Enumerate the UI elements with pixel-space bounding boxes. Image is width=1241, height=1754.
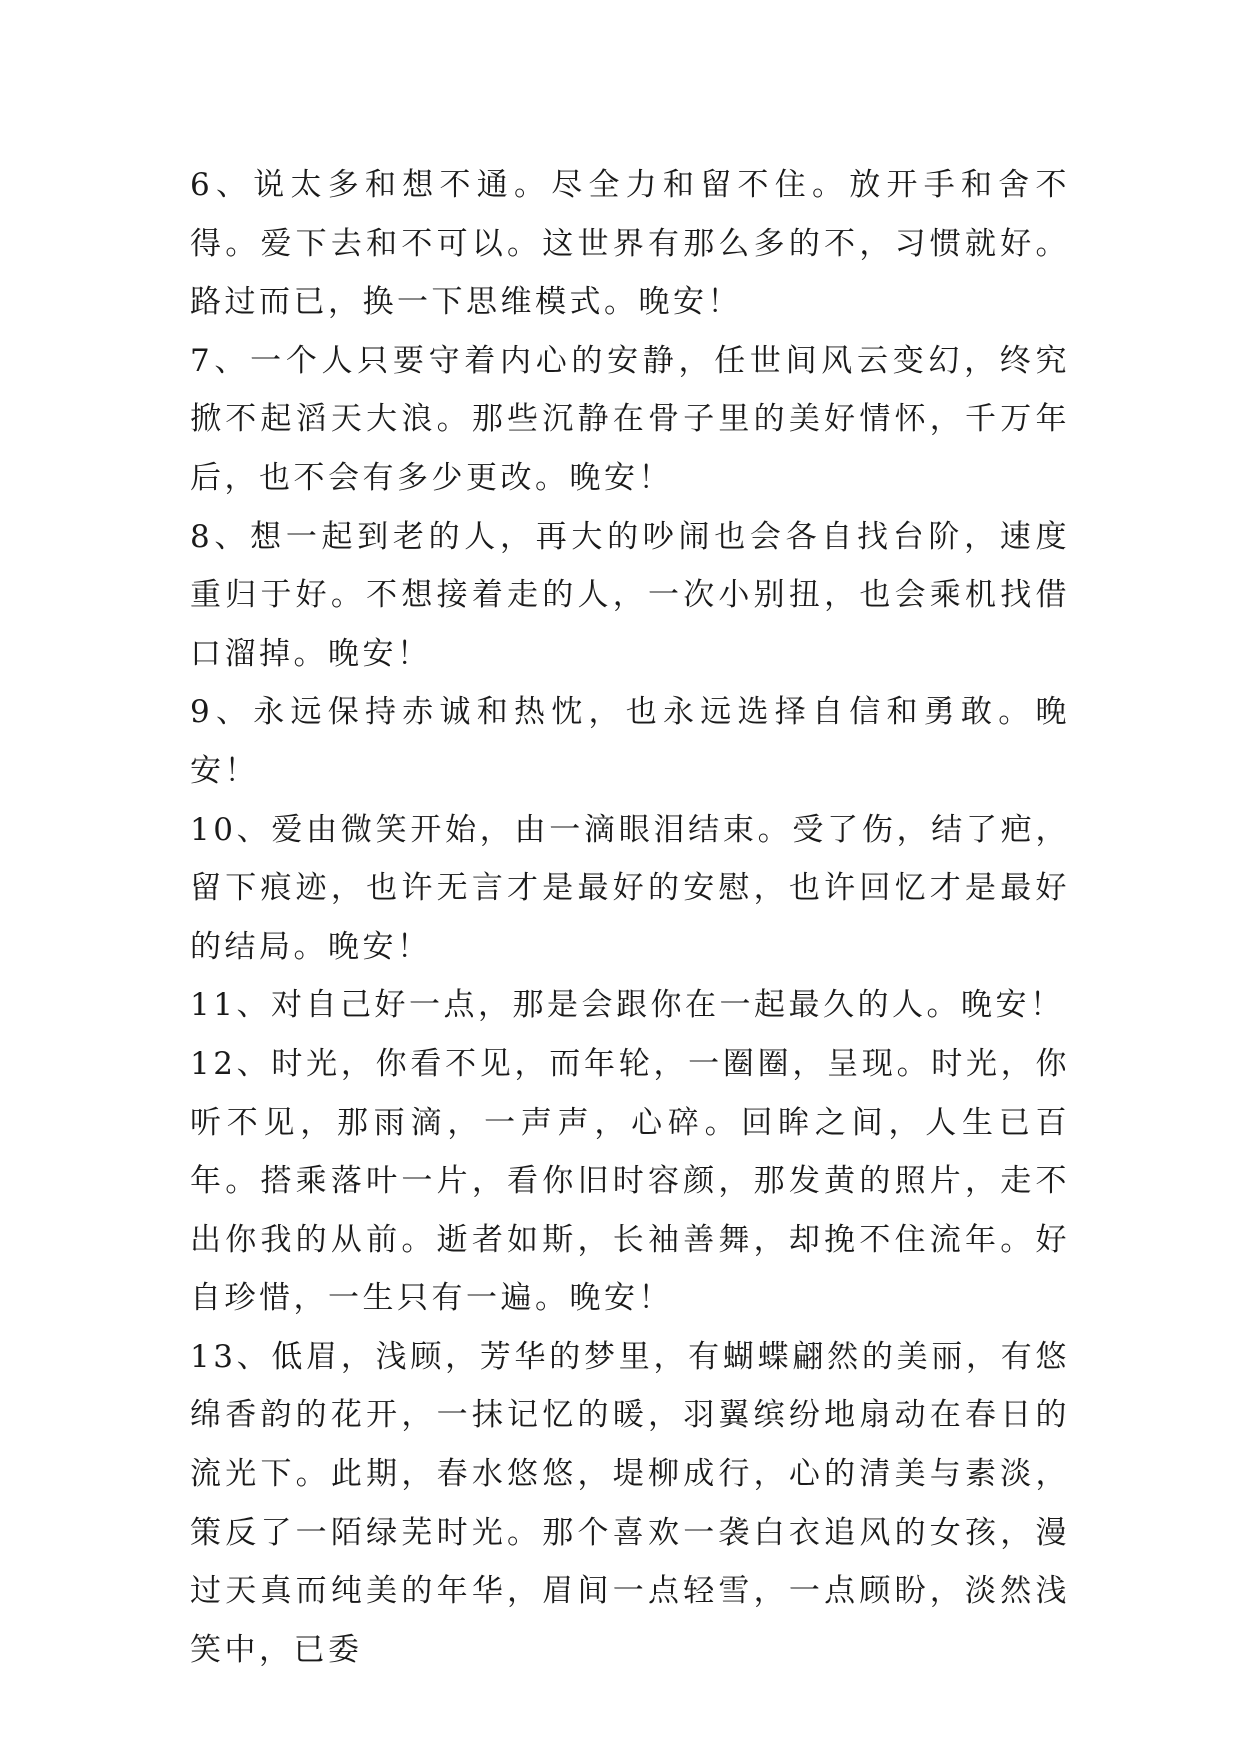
paragraph-6: 6、说太多和想不通。尽全力和留不住。放开手和舍不得。爱下去和不可以。这世界有那么多的不，习惯就好。路过而已，换一下思维模式。晚安！ — [190, 167, 1070, 321]
paragraph-10: 10、爱由微笑开始，由一滴眼泪结束。受了伤，结了疤，留下痕迹，也许无言才是最好的安慰，也许回忆才是最好的结局。晚安！ — [190, 811, 1070, 965]
document-body — [190, 156, 1070, 1679]
paragraph-13: 13、低眉，浅顾，芳华的梦里，有蝴蝶翩然的美丽，有悠绵香韵的花开，一抹记忆的暖，羽翼缤纷地扇动在春日的流光下。此期，春水悠悠，堤柳成行，心的清美与素淡，策反了一陌绿芜时光。那个喜欢一袭白衣追风的女孩，漫过天真而纯美的年华，眉间一点轻雪，一点顾盼，淡然浅笑中，已委 — [190, 1338, 1070, 1668]
paragraph-12: 12、时光，你看不见，而年轮，一圈圈，呈现。时光，你听不见，那雨滴，一声声，心碎。回眸之间，人生已百年。搭乘落叶一片，看你旧时容颜，那发黄的照片，走不出你我的从前。逝者如斯，长袖善舞，却挽不住流年。好自珍惜，一生只有一遍。晚安！ — [190, 1045, 1070, 1317]
paragraph-7: 7、一个人只要守着内心的安静，任世间风云变幻，终究掀不起滔天大浪。那些沉静在骨子里的美好情怀，千万年后，也不会有多少更改。晚安！ — [190, 342, 1070, 496]
paragraph-11: 11、对自己好一点，那是会跟你在一起最久的人。晚安！ — [190, 987, 1065, 1024]
paragraph-8: 8、想一起到老的人，再大的吵闹也会各自找台阶，速度重归于好。不想接着走的人，一次小别扭，也会乘机找借口溜掉。晚安！ — [190, 518, 1070, 672]
paragraph-9: 9、永远保持赤诚和热忱，也永远选择自信和勇敢。晚安！ — [190, 694, 1070, 789]
